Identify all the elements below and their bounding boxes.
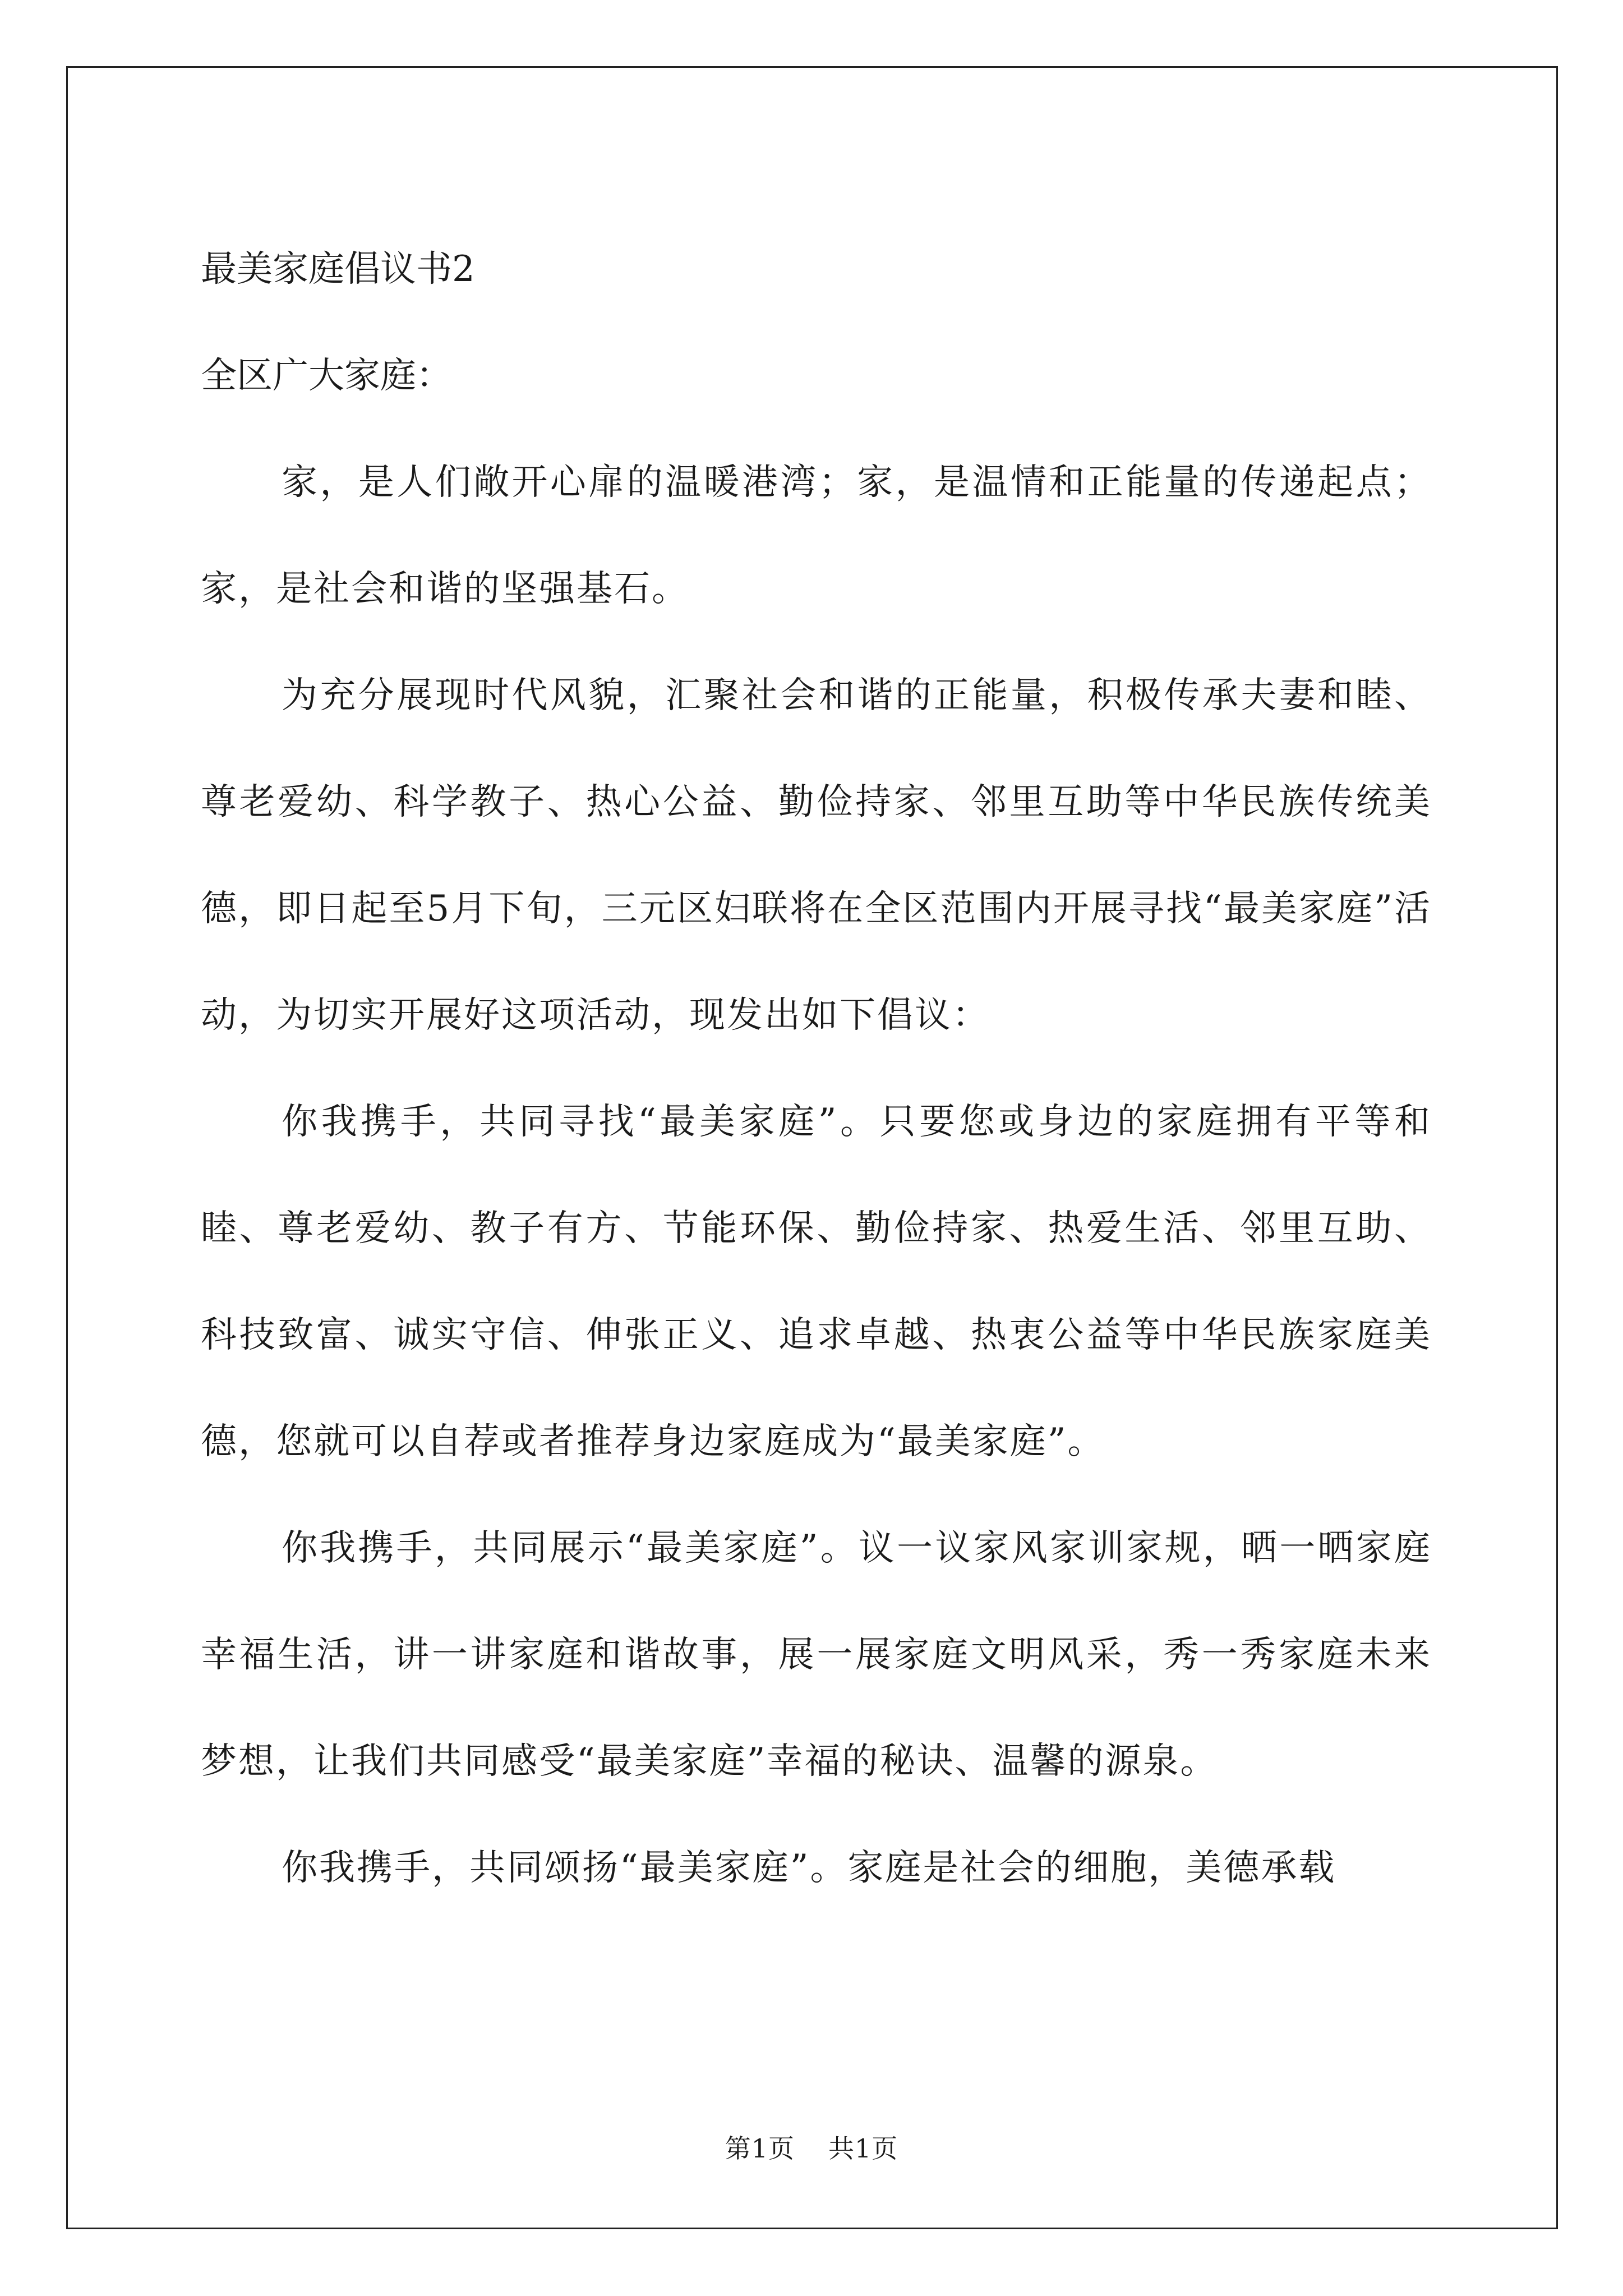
page-footer [0,2132,1623,2165]
document-body [201,216,1432,1921]
paragraph-5: 你我携手，共同颂扬“最美家庭”。家庭是社会的细胞，美德承载 [282,1847,1336,1889]
paragraph-3: 你我携手，共同寻找“最美家庭”。只要您或身边的家庭拥有平等和睦、尊老爱幼、教子有方、节能环保、勤俭持家、热爱生活、邻里互助、科技致富、诚实守信、伸张正义、追求卓越、热衷公益等中华民族家庭美德，您就可以自荐或者推荐身边家庭成为“最美家庭”。 [201,1101,1432,1462]
paragraph-4: 你我携手，共同展示“最美家庭”。议一议家风家训家规，晒一晒家庭幸福生活，讲一讲家庭和谐故事，展一展家庭文明风采，秀一秀家庭未来梦想，让我们共同感受“最美家庭”幸福的秘诀、温馨的源泉。 [201,1527,1432,1782]
page-number-total: 共1页 [828,2133,898,2164]
paragraph-1: 家，是人们敞开心扉的温暖港湾；家，是温情和正能量的传递起点；家，是社会和谐的坚强基石。 [201,462,1432,610]
paragraph-2: 为充分展现时代风貌，汇聚社会和谐的正能量，积极传承夫妻和睦、尊老爱幼、科学教子、热心公益、勤俭持家、邻里互助等中华民族传统美德，即日起至5月下旬，三元区妇联将在全区范围内开展寻找“最美家庭”活动，为切实开展好这项活动，现发出如下倡议： [201,675,1432,1036]
salutation: 全区广大家庭： [201,355,452,397]
page-number-current: 第1页 [725,2133,795,2164]
document-title: 最美家庭倡议书2 [201,249,475,290]
